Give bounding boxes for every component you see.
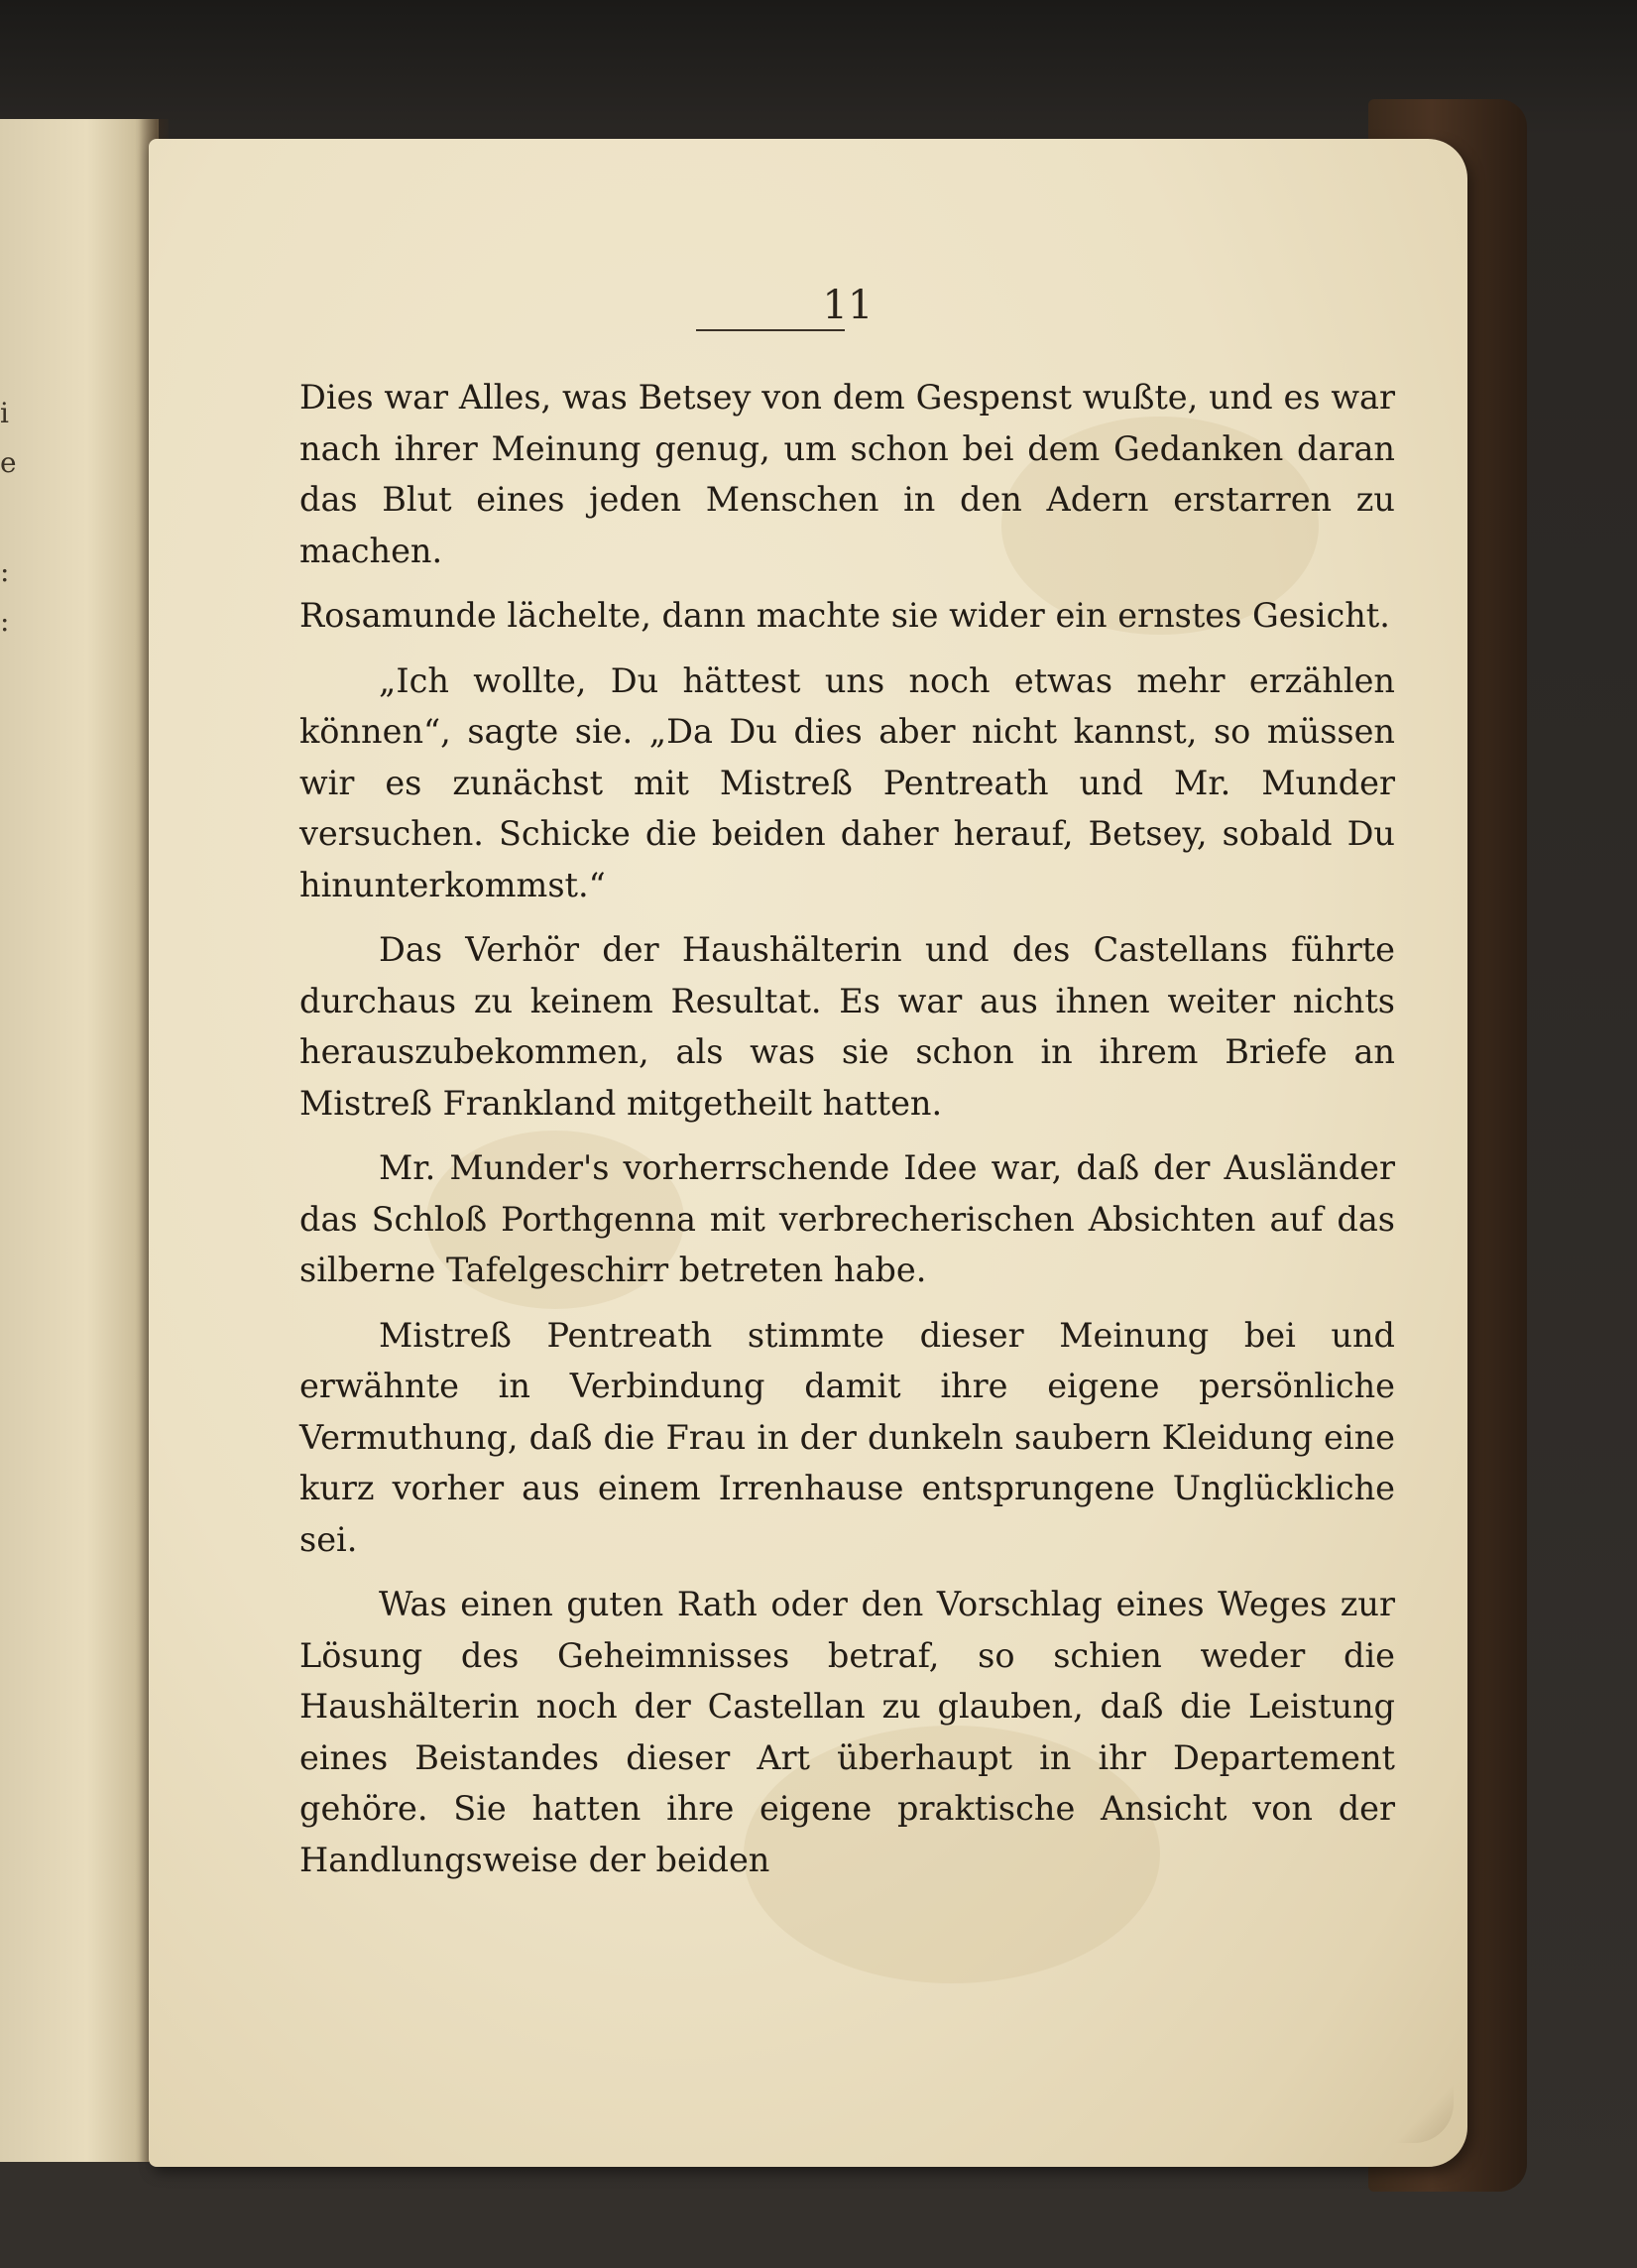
paragraph-6: Mistreß Pentreath stimmte dieser Meinung bei und erwähnte in Verbindung damit ihre eigene persönliche Vermuthung, daß die Frau in der dunkeln saubern Kleidung eine kurz vorher aus einem Irrenhause entsprungene Unglückliche sei. [299,1315,1395,1559]
paragraph-4: Das Verhör der Haushälterin und des Castellans führte durchaus zu keinem Resultat. Es war aus ihnen weiter nichts herauszubekommen, als was sie schon in ihrem Briefe an Mistreß Frankland mitgetheilt hatten. [299,930,1395,1123]
paragraph-2: Rosamunde lächelte, dann machte sie wider ein ernstes Gesicht. [299,596,1390,635]
left-page-fragment: : [0,555,10,588]
page-body-text [299,372,1395,1899]
page-number: 11 [822,283,874,328]
page-number-rule [696,329,845,331]
previous-page-edge [0,119,159,2162]
paragraph-3: „Ich wollte, Du hättest uns noch etwas mehr erzählen können“, sagte sie. „Da Du dies aber nicht kannst, so müssen wir es zunächst mit Mistreß Pentreath und Mr. Munder versuchen. Schicke die beiden daher herauf, Betsey, sobald Du hinunterkommst.“ [299,660,1395,904]
paragraph-5: Mr. Munder's vorherrschende Idee war, daß der Ausländer das Schloß Porthgenna mit verbrecherischen Absichten auf das silberne Tafelgeschirr betreten habe. [299,1148,1395,1289]
paragraph-1: Dies war Alles, was Betsey von dem Gespenst wußte, und es war nach ihrer Meinung genug, um schon bei dem Gedanken daran das Blut eines jeden Menschen in den Adern erstarren zu machen. [299,378,1395,570]
left-page-fragment: i [0,397,9,429]
paragraph-7: Was einen guten Rath oder den Vorschlag eines Weges zur Lösung des Geheimnisses betraf, so schien weder die Haushälterin noch der Castellan zu glauben, daß die Leistung eines Beistandes dieser Art überhaupt in ihr Departement gehöre. Sie hatten ihre eigene praktische Ansicht von der Handlungsweise der beiden [299,1585,1395,1879]
left-page-fragment: e [0,446,17,479]
left-page-fragment: : [0,605,10,638]
book-page [149,139,1467,2167]
page-corner-curl [1394,2084,1454,2143]
